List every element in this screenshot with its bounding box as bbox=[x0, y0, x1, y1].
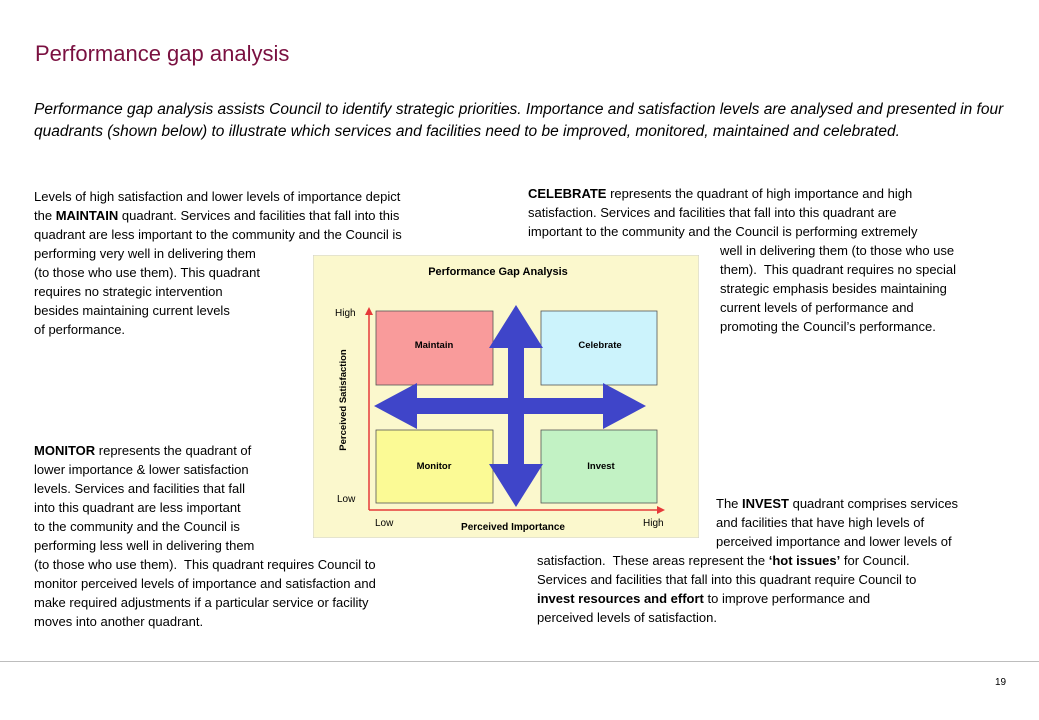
x-high-label: High bbox=[643, 518, 664, 529]
chart-title: Performance Gap Analysis bbox=[428, 266, 568, 278]
y-low-label: Low bbox=[337, 494, 356, 505]
x-axis-label: Perceived Importance bbox=[461, 522, 565, 533]
text-line: satisfaction. Services and facilities that fall into this quadrant are bbox=[528, 205, 897, 220]
text-line: promoting the Council’s performance. bbox=[720, 319, 936, 334]
text-line: Levels of high satisfaction and lower levels of importance depict bbox=[34, 189, 401, 204]
text-line: the MAINTAIN quadrant. Services and facilities that fall into this bbox=[34, 208, 400, 223]
text-line: them). This quadrant requires no special bbox=[720, 262, 957, 277]
text-line: CELEBRATE represents the quadrant of high importance and high bbox=[528, 186, 913, 201]
text-line: requires no strategic intervention bbox=[34, 284, 223, 299]
celebrate-quadrant-label: Celebrate bbox=[578, 340, 622, 351]
text-line: invest resources and effort to improve performance and bbox=[537, 591, 871, 606]
emphasis: MONITOR bbox=[34, 443, 96, 458]
text-line: besides maintaining current levels bbox=[34, 303, 230, 318]
intro-paragraph: Performance gap analysis assists Council to identify strategic priorities. Importance and satisfaction levels are analysed and presented in four quadrants (shown below) to illustrate which services and facilities need to be improved, monitored, maintained and celebrated. bbox=[34, 101, 1004, 140]
emphasis: MAINTAIN bbox=[55, 208, 119, 223]
text-line: performing less well in delivering them bbox=[34, 538, 255, 553]
text-line: moves into another quadrant. bbox=[34, 614, 204, 629]
x-low-label: Low bbox=[375, 518, 394, 529]
invest-quadrant-label: Invest bbox=[587, 461, 615, 472]
emphasis: invest resources and effort bbox=[537, 591, 704, 606]
text-line: important to the community and the Council is performing extremely bbox=[528, 224, 918, 239]
text-line: strategic emphasis besides maintaining bbox=[720, 281, 947, 296]
text-line: well in delivering them (to those who use bbox=[720, 243, 955, 258]
text-line: quadrant are less important to the community and the Council is bbox=[34, 227, 402, 242]
celebrate-description bbox=[528, 184, 917, 241]
emphasis: INVEST bbox=[742, 496, 789, 511]
text-line: of performance. bbox=[34, 322, 126, 337]
footer-divider bbox=[0, 661, 1039, 662]
text-line: to the community and the Council is bbox=[34, 519, 240, 534]
text-line: make required adjustments if a particular service or facility bbox=[34, 595, 369, 610]
text-line: (to those who use them). This quadrant bbox=[34, 265, 260, 280]
emphasis: ‘hot issues’ bbox=[768, 553, 841, 568]
y-axis-label: Perceived Satisfaction bbox=[338, 349, 349, 451]
text-line: MONITOR represents the quadrant of bbox=[34, 443, 252, 458]
maintain-quadrant-label: Maintain bbox=[414, 340, 454, 351]
performance-gap-chart bbox=[313, 255, 699, 538]
invest-description bbox=[716, 494, 958, 551]
text-line: satisfaction. These areas represent the ‘hot issues’ for Council. bbox=[537, 553, 910, 568]
text-line: perceived levels of satisfaction. bbox=[537, 610, 717, 625]
monitor-quadrant-label: Monitor bbox=[416, 461, 452, 472]
text-line: current levels of performance and bbox=[720, 300, 914, 315]
emphasis: CELEBRATE bbox=[528, 186, 607, 201]
invest-description-continued bbox=[537, 551, 916, 627]
text-line: (to those who use them). This quadrant requires Council to bbox=[34, 557, 376, 572]
text-line: perceived importance and lower levels of bbox=[716, 534, 952, 549]
text-line: Services and facilities that fall into this quadrant require Council to bbox=[537, 572, 917, 587]
y-high-label: High bbox=[335, 308, 356, 319]
page-title: Performance gap analysis bbox=[35, 41, 290, 66]
page-number: 19 bbox=[995, 677, 1007, 688]
text-line: monitor perceived levels of importance and satisfaction and bbox=[34, 576, 376, 591]
text-line: levels. Services and facilities that fall bbox=[34, 481, 245, 496]
celebrate-description-continued bbox=[720, 241, 956, 336]
text-line: into this quadrant are less important bbox=[34, 500, 241, 515]
text-line: The INVEST quadrant comprises services bbox=[716, 496, 959, 511]
text-line: performing very well in delivering them bbox=[34, 246, 256, 261]
text-line: and facilities that have high levels of bbox=[716, 515, 925, 530]
text-line: lower importance & lower satisfaction bbox=[34, 462, 249, 477]
